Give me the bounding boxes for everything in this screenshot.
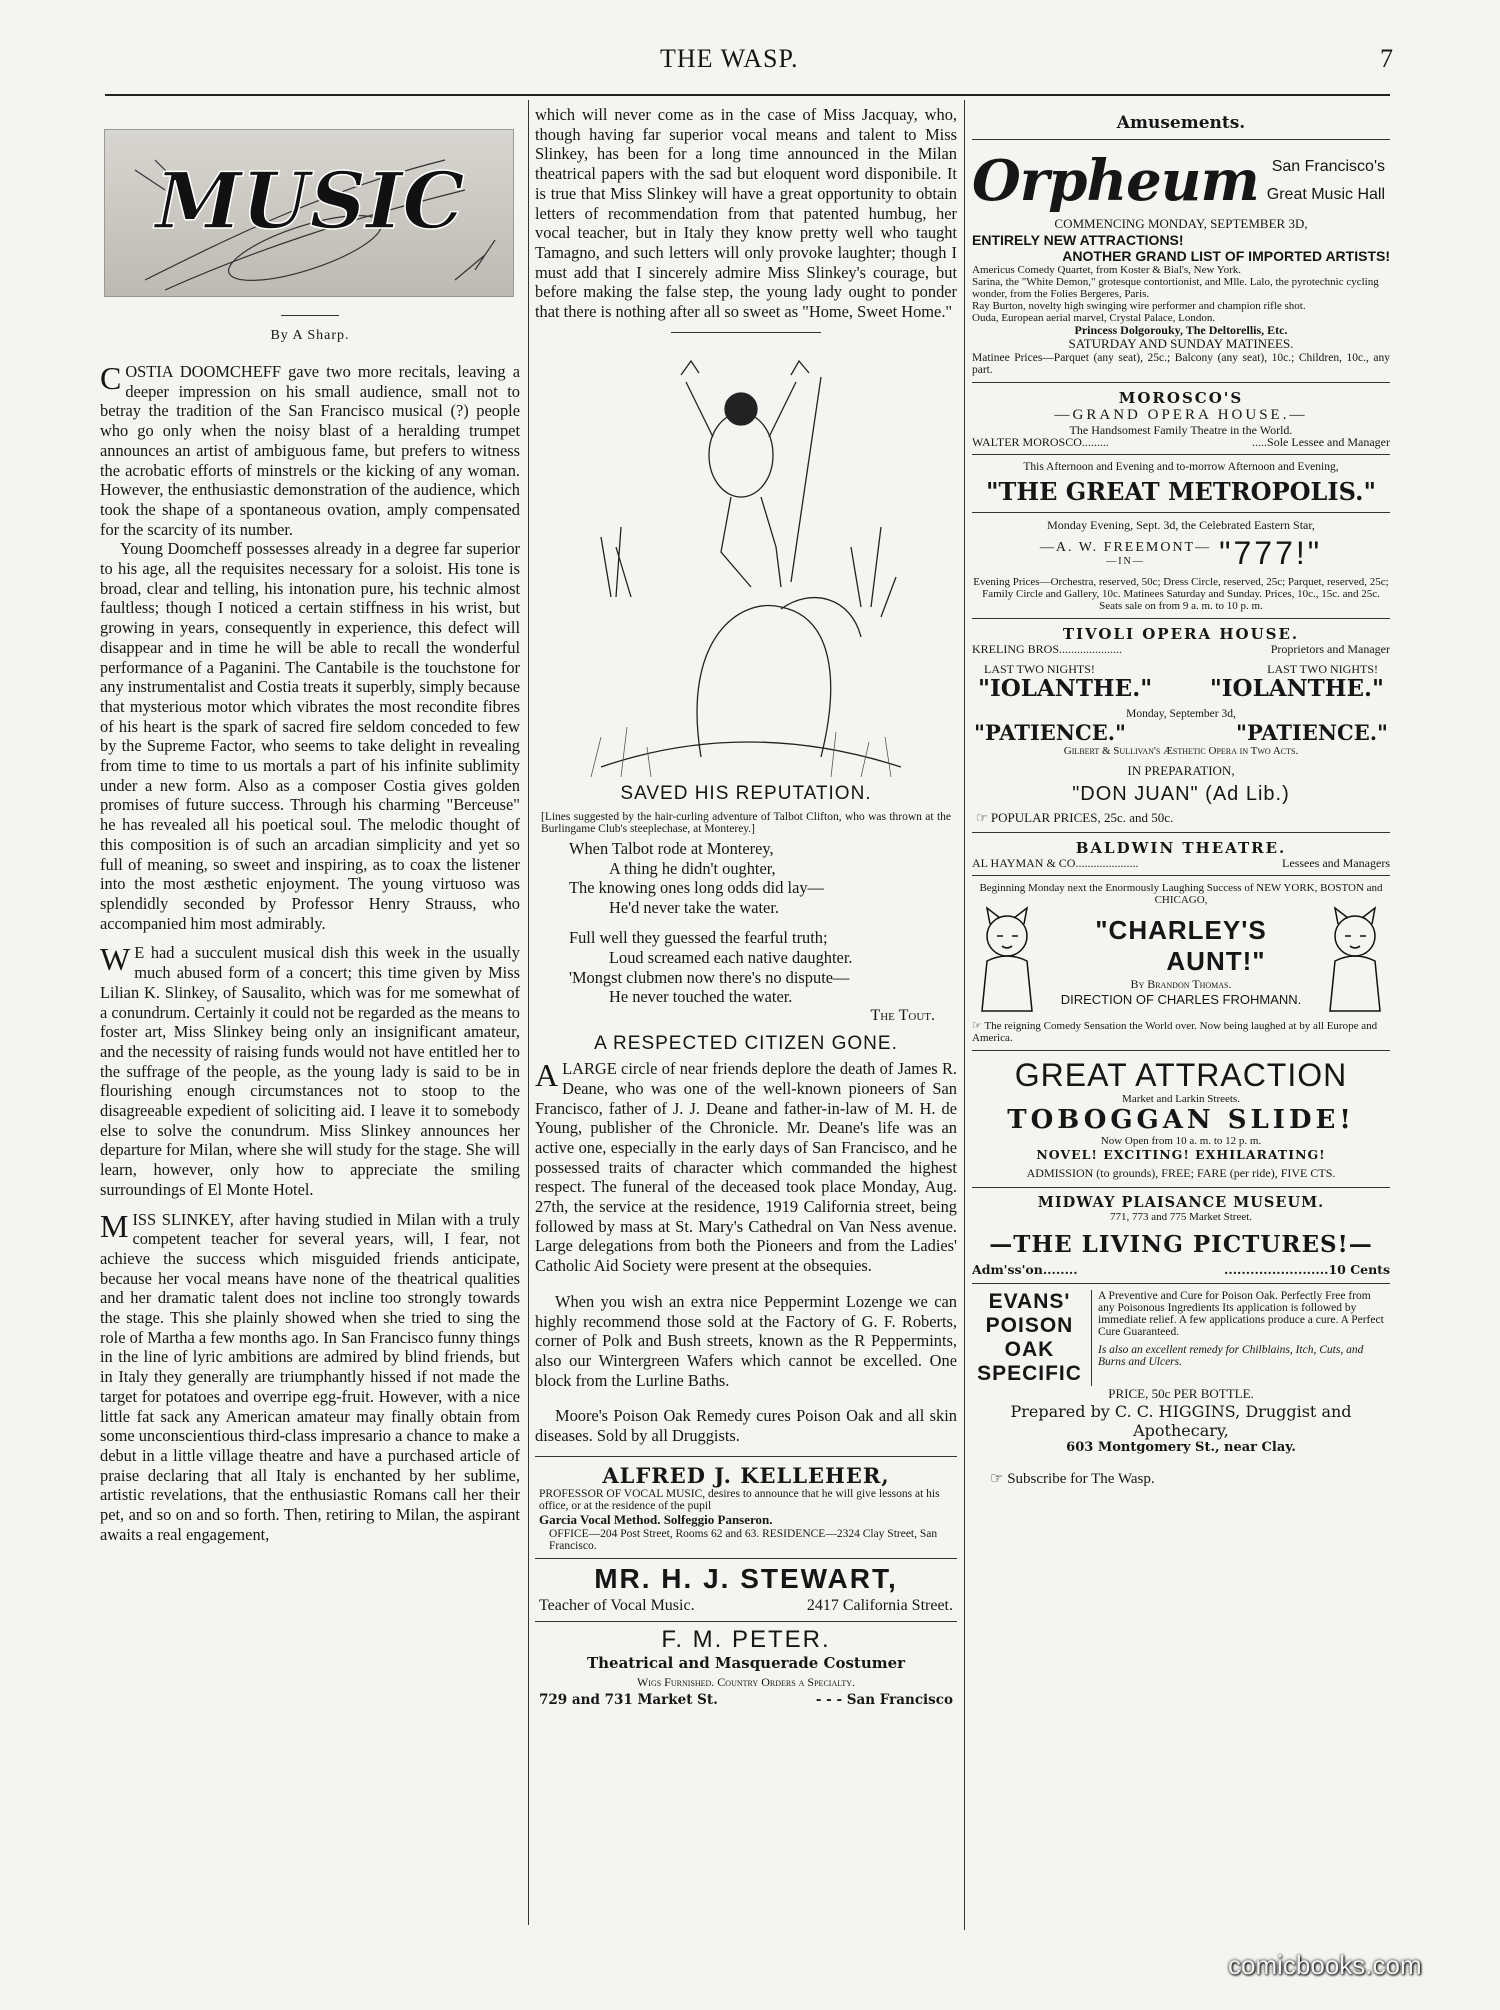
poem-line: Loud screamed each native daughter.	[609, 947, 853, 967]
orpheum-new: ENTIRELY NEW ATTRACTIONS!	[972, 232, 1184, 248]
header-rule	[105, 94, 1390, 96]
divider	[972, 382, 1390, 383]
tivoli-gilbert: Gilbert & Sullivan's Æsthetic Opera in Two Acts.	[1063, 745, 1299, 757]
toboggan-ad	[972, 1057, 1390, 1181]
evans-ad	[972, 1290, 1390, 1455]
divider	[972, 1050, 1390, 1051]
evans-also: Is also an excellent remedy for Chilblains, Itch, Cuts, and Burns and Ulcers.	[1098, 1344, 1364, 1368]
toboggan-title: GREAT ATTRACTION	[1014, 1057, 1348, 1093]
morosco-prices: Evening Prices—Orchestra, reserved, 50c; Dress Circle, reserved, 25c; Parquet, reserved, 25c; Family Circle and Gallery, 10c. Matinees Saturday and Sunday. Prices, 10c., 15c. and 25c. Seats sale on from 9 a. m. to 10 p. m.	[973, 576, 1389, 612]
tivoli-popular: POPULAR PRICES, 25c. and 50c.	[990, 810, 1174, 825]
morosco-monday: Monday Evening, Sept. 3d, the Celebrated Eastern Star,	[1047, 518, 1315, 532]
tivoli-show: "PATIENCE."	[974, 720, 1126, 745]
orpheum-tagline: San Francisco's	[1271, 158, 1386, 175]
poem-line: He never touched the water.	[609, 987, 793, 1007]
poem-line: When Talbot rode at Monterey,	[569, 838, 774, 858]
tivoli-owners-role: Proprietors and Manager	[1270, 642, 1390, 656]
evans-address: 603 Montgomery St., near Clay.	[1066, 1440, 1296, 1455]
divider	[972, 618, 1390, 619]
obituary-title: A RESPECTED CITIZEN GONE.	[594, 1033, 898, 1055]
obituary-body: ALARGE circle of near friends deplore the death of James R. Deane, who was one of the well-known pioneers of San Francisco, father of J. J. Deane and father-in-law of M. H. de Young, publisher of the Chronicle. Mr. Deane's life was an active one, especially in the early days of San Francisco, and he possessed traits of character which commanded the highest respect. The funeral of the deceased took place Monday, Aug. 27th, the service at the residence, 1919 California street, being followed by mass at St. Mary's Cathedral on Van Ness avenue. Large delegations from both the Pioneers and from the Ladies' Catholic Aid Society were present at the obsequies.	[535, 1057, 957, 1276]
subscribe-notice: Subscribe for The Wasp.	[1007, 1471, 1155, 1487]
tivoli-show: "IOLANTHE."	[978, 675, 1153, 702]
midway-name: MIDWAY PLAISANCE MUSEUM.	[1037, 1194, 1325, 1211]
poem-signature: The Tout.	[870, 1007, 935, 1025]
peter-ad	[535, 1621, 957, 1710]
morosco-schedule: This Afternoon and Evening and to-morrow Afternoon and Evening,	[1023, 461, 1339, 473]
baldwin-ad	[972, 839, 1390, 1044]
divider	[972, 1283, 1390, 1284]
peter-wigs: Wigs Furnished. Country Orders a Specialty.	[636, 1674, 856, 1689]
poem-line: Full well they guessed the fearful truth;	[569, 927, 828, 947]
baldwin-by: By Brandon Thomas.	[1130, 977, 1232, 991]
music-paragraph: MISS SLINKEY, after having studied in Milan with a truly competent teacher for several years, will, I fear, not achieve the success which misguided friends anticipate, because her vocal means have none of the theatrical qualities and her dramatic talent does not incline too strongly towards the stage. This she plainly showed when she tried to sing the role of Martha a few months ago. In San Francisco funny things in the line of lyric ambitions are admired by blind friends, but in Italy they generally are triumphantly hissed if not made the target for potatoes and overripe egg-fruit. However, with a nice little fat sack any American amateur may finally obtain from some unconscientious third-class impresario a chance to make a debut in a little village theatre and have a purchased article of praise declaring that all Italy is enchanted by her sublime, artistic revelations, that the enthusiastic Romans call her their pet, and so on and so forth. Then, retiring to Milan, the aspirant awaits a real engagement,	[100, 1207, 520, 1544]
orpheum-act: Princess Dolgorouky, The Deltorellis, Etc.	[1074, 323, 1288, 337]
tivoli-preparation: IN PREPARATION,	[1127, 763, 1235, 778]
stewart-ad	[535, 1558, 957, 1621]
amusements-heading: Amusements.	[1116, 113, 1246, 133]
kelleher-text: PROFESSOR OF VOCAL MUSIC, desires to announce that he will give lessons at his office, or at the residence of the pupil	[539, 1487, 940, 1512]
column-middle	[535, 105, 957, 1925]
paper-title: THE WASP.	[660, 44, 799, 73]
divider	[972, 832, 1390, 833]
page-number: 7	[1380, 44, 1393, 73]
evans-name-line: OAK	[1004, 1338, 1055, 1361]
orpheum-ad	[972, 146, 1390, 376]
orpheum-matinees: SATURDAY AND SUNDAY MATINEES.	[1068, 336, 1294, 351]
tivoli-last-two: LAST TWO NIGHTS!	[984, 662, 1095, 676]
poem	[535, 839, 957, 1007]
tivoli-monday: Monday, September 3d,	[1126, 708, 1236, 720]
orpheum-act: Ray Burton, novelty high swinging wire performer and champion rifle shot.	[972, 300, 1306, 312]
orpheum-acts	[972, 264, 1390, 336]
kelleher-name: ALFRED J. KELLEHER,	[602, 1462, 890, 1488]
kelleher-address: OFFICE—204 Post Street, Rooms 62 and 63. RESIDENCE—2324 Clay Street, San Francisco.	[549, 1527, 938, 1552]
hand-pointer-icon: ☞	[972, 1020, 985, 1032]
toboggan-location: Market and Larkin Streets.	[1122, 1093, 1240, 1105]
column-rule	[964, 100, 965, 1930]
peppermint-notice: When you wish an extra nice Peppermint Lozenge we can highly recommend those sold at the Factory of G. F. Roberts, corner of Polk and Bush streets, known as the R Peppermints, also our Wintergreen Wafers which cannot be excelled. One block from the Lurline Baths.	[535, 1291, 957, 1390]
morosco-star: —A. W. FREEMONT—	[1039, 540, 1212, 555]
tivoli-don-juan: "DON JUAN" (Ad Lib.)	[1072, 783, 1290, 805]
morosco-manager-role: .....Sole Lessee and Manager	[1252, 435, 1390, 449]
evans-prepared: Prepared by C. C. HIGGINS, Druggist and Apothecary,	[1010, 1402, 1352, 1440]
baldwin-direction: DIRECTION OF CHARLES FROHMANN.	[1060, 992, 1302, 1007]
tivoli-show: "PATIENCE."	[1236, 720, 1388, 745]
tivoli-owners: KRELING BROS.....................	[972, 642, 1123, 656]
peter-address: 729 and 731 Market St.	[539, 1691, 718, 1708]
divider	[972, 512, 1390, 513]
kelleher-method: Garcia Vocal Method. Solfeggio Panseron.	[539, 1511, 773, 1527]
poison-oak-notice: Moore's Poison Oak Remedy cures Poison Oak and all skin diseases. Sold by all Druggists.	[535, 1406, 957, 1446]
evans-name-line: SPECIFIC	[977, 1362, 1082, 1385]
midway-price: ........................10 Cents	[1224, 1262, 1390, 1277]
morosco-family: The Handsomest Family Theatre in the World.	[1069, 423, 1293, 437]
music-paragraph: which will never come as in the case of Miss Jacquay, who, though having far superior vocal means and talent to Miss Slinkey, has been for a long time announced in the Milan theatrical papers with the sad but eloquent word disponibile. It is true that Miss Slinkey will have a great opportunity to obtain letters of recommendation from that patented humbug, her vocal teacher, but in Italy they know pretty well who taught Tamagno, and such letters will only provoke laughter; though I must add that I sincerely admire Miss Slinkey's courage, but before making the false step, the young lady ought to ponder that there is nothing after all so sweet as "Home, Sweet Home."	[535, 105, 957, 322]
music-paragraph: Young Doomcheff possesses already in a degree far superior to his age, all the requisites necessary for a soloist. His tone is broad, clear and telling, his intonation pure, his technic almost faultless; though I noticed a certain stiffness in his wrist, but growing in years, consequently in experience, this defect will disappear and in time he will be able to recall the wonderful performance of a Paganini. The Cantabile is the touchstone for any instrumentalist and Costia treats it superbly, simply because that mysterious motor which vibrates the most recondite fibres of his heart is the spark of sacred fire seldom conceded to few by the Supreme Factor, who seems to take delight in revealing from time to time to us mortals a part of his infinite sublimity under a new form. Also as a composer Costia gives golden promises of future success. Through his charming "Berceuse" he has revealed all his poetical soul. The melodic thought of this composition is of such an arcadian simplicity and yet so full of meaning, so sweet and inspiring, as to coax the listener into the most æsthetic enjoyment. The young virtuoso was splendidly seconded by Professor Henry Strauss, who accompanied him most admirably.	[100, 539, 520, 933]
hand-pointer-icon: ☞	[990, 1471, 1008, 1487]
column-amusements	[972, 105, 1390, 1935]
music-banner-title: MUSIC	[155, 156, 465, 247]
toboggan-slide: TOBOGGAN SLIDE!	[1007, 1105, 1355, 1135]
evans-description: A Preventive and Cure for Poison Oak. Perfectly Free from any Poisonous Ingredients Its application is followed by immediate relief. A few applications produce a cure. A Perfect Cure Guaranteed.	[1098, 1290, 1384, 1338]
poem-line: 'Mongst clubmen now there's no dispute—	[569, 967, 850, 987]
cat-illustration	[972, 906, 1042, 1016]
orpheum-commencing: COMMENCING MONDAY, SEPTEMBER 3D,	[1054, 216, 1308, 231]
toboggan-hours: Now Open from 10 a. m. to 12 p. m.	[1100, 1135, 1262, 1147]
midway-living-pictures: —THE LIVING PICTURES!—	[989, 1231, 1373, 1258]
midway-address: 771, 773 and 775 Market Street.	[1109, 1211, 1253, 1223]
orpheum-act: Ouda, European aerial marvel, Crystal Palace, London.	[972, 312, 1216, 324]
divider	[972, 139, 1390, 140]
baldwin-show: "CHARLEY'S	[1095, 915, 1267, 945]
tivoli-last-two: LAST TWO NIGHTS!	[1267, 662, 1378, 676]
poem-line: The knowing ones long odds did lay—	[569, 878, 824, 898]
baldwin-reigning: The reigning Comedy Sensation the World over. Now being laughed at by all Europe and America.	[972, 1020, 1378, 1044]
divider	[972, 875, 1390, 876]
cat-illustration	[1320, 906, 1390, 1016]
orpheum-prices: Matinee Prices—Parquet (any seat), 25c.; Balcony (any seat), 10c.; Children, 10c., any part.	[972, 352, 1390, 376]
tivoli-name: TIVOLI OPERA HOUSE.	[1062, 625, 1300, 643]
stewart-profession: Teacher of Vocal Music.	[539, 1596, 695, 1614]
morosco-play: "777!"	[1219, 535, 1323, 571]
evans-price: PRICE, 50c PER BOTTLE.	[1108, 1386, 1254, 1401]
midway-admission: Adm'ss'on........	[972, 1262, 1078, 1277]
peter-name: F. M. PETER.	[661, 1625, 831, 1653]
orpheum-name: Orpheum	[972, 148, 1259, 214]
evans-name-line: EVANS'	[988, 1290, 1071, 1313]
byline: By A Sharp.	[270, 328, 350, 343]
baldwin-lessees: AL HAYMAN & CO.....................	[972, 856, 1139, 870]
running-header	[0, 42, 1500, 82]
column-rule	[528, 100, 529, 1925]
cartoon-title: SAVED HIS REPUTATION.	[620, 782, 872, 804]
music-banner	[104, 129, 514, 297]
music-paragraph: COSTIA DOOMCHEFF gave two more recitals, leaving a deeper impression on his small audience, small not to betray the tradition of the San Francisco musical (?) people who go only when the noisy blast of a heralding trumpet announces an artist of ambiguous fame, but prefers to witness the acrobatic efforts of minstrels or the kicking of any woman. However, the enthusiastic demonstration of the audience, which took the shape of a spontaneous ovation, amply compensated for the scarcity of its number.	[100, 360, 520, 539]
toboggan-admission: ADMISSION (to grounds), FREE; FARE (per ride), FIVE CTS.	[1026, 1166, 1336, 1180]
baldwin-show: AUNT!"	[1166, 946, 1266, 976]
morosco-name: MOROSCO'S	[1118, 389, 1244, 407]
cartoon-note: [Lines suggested by the hair-curling adventure of Talbot Clifton, who was thrown at the Burlingame Club's steeplechase, at Monterey.]	[541, 810, 951, 835]
morosco-in: —IN—	[1106, 556, 1145, 567]
divider	[972, 454, 1390, 455]
poem-line: A thing he didn't oughter,	[609, 858, 776, 878]
tivoli-ad	[972, 625, 1390, 826]
baldwin-name: BALDWIN THEATRE.	[1075, 839, 1287, 857]
morosco-manager: WALTER MOROSCO.........	[972, 435, 1109, 449]
orpheum-act: Americus Comedy Quartet, from Koster & Bial's, New York.	[972, 264, 1242, 276]
toboggan-adjectives: NOVEL! EXCITING! EXHILARATING!	[1036, 1147, 1326, 1162]
cartoon-illustration	[581, 337, 911, 777]
stewart-address: 2417 California Street.	[806, 1596, 953, 1614]
peter-business: Theatrical and Masquerade Costumer	[586, 1653, 906, 1672]
divider	[972, 1187, 1390, 1188]
orpheum-tagline: Great Music Hall	[1266, 186, 1386, 203]
evans-name-line: POISON	[985, 1314, 1074, 1337]
watermark: comicbooks.com	[1228, 1950, 1422, 1980]
hand-pointer-icon: ☞	[976, 810, 991, 825]
baldwin-lessees-role: Lessees and Managers	[1282, 856, 1390, 870]
morosco-sub: —GRAND OPERA HOUSE.—	[1054, 407, 1308, 423]
midway-ad	[972, 1194, 1390, 1277]
divider	[281, 315, 339, 316]
morosco-ad	[972, 389, 1390, 612]
peter-city: - - - San Francisco	[815, 1691, 953, 1708]
kelleher-ad	[535, 1456, 957, 1552]
poem-line: He'd never take the water.	[609, 898, 779, 918]
music-banner-art	[105, 130, 515, 298]
column-music	[100, 105, 520, 1925]
stewart-name: MR. H. J. STEWART,	[594, 1562, 898, 1594]
baldwin-beginning: Beginning Monday next the Enormously Laughing Success of NEW YORK, BOSTON and CHICAGO,	[979, 882, 1383, 906]
morosco-show: "THE GREAT METROPOLIS."	[986, 477, 1376, 506]
tivoli-show: "IOLANTHE."	[1209, 675, 1384, 702]
orpheum-act: Sarina, the "White Demon," grotesque contortionist, and Mlle. Lalo, the pyrotechnic cycling wonder, from the Folies Bergeres, Paris.	[972, 276, 1379, 300]
music-paragraph: WE had a succulent musical dish this week in the usually much abused form of a concert; this time given by Miss Lilian K. Slinkey, of Sausalito, which was for me somewhat of a conundrum. Certainly it could not be regarded as the means to foster art, Miss Slinkey being only an insignificant amateur, and the necessity of raising funds would not have entitled her to the suffrage of the people, as the young lady is said to be in flourishing enough circumstances not to stoop to the disagreeable expedient of soliciting aid. I leave it to somebody else to solve the conundrum. Miss Slinkey announces her departure for Milan, where she will study for the stage. She will learn, however, only how to appreciate the smiling surroundings of El Monte Hotel.	[100, 941, 520, 1199]
orpheum-grand: ANOTHER GRAND LIST OF IMPORTED ARTISTS!	[1062, 248, 1390, 264]
